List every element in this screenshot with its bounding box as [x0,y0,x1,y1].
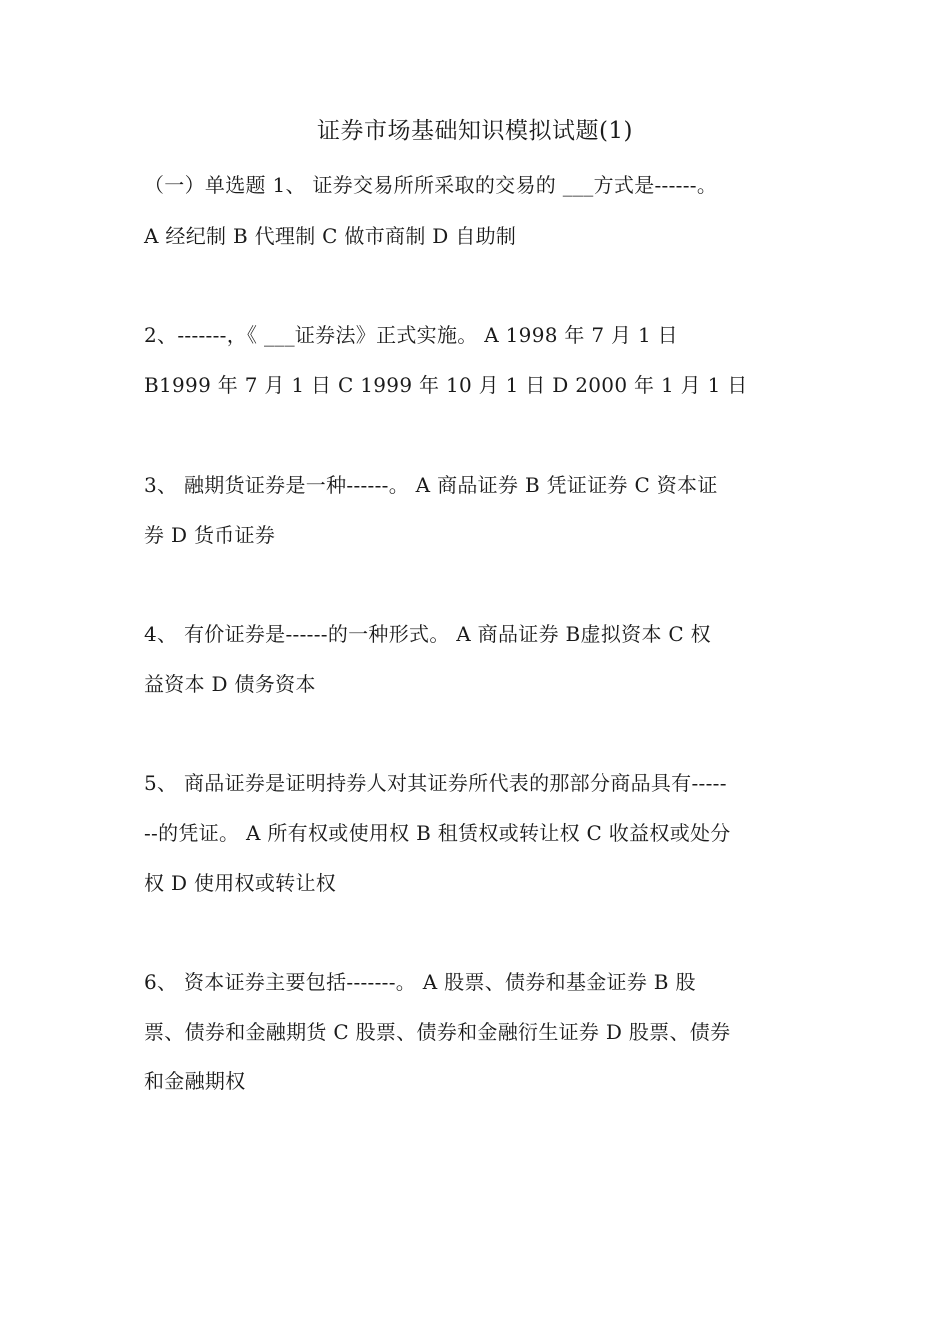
question-5-line-2: --的凭证。 A 所有权或使用权 B 租赁权或转让权 C 收益权或处分 [144,821,731,845]
question-5-line-1: 5、 商品证券是证明持券人对其证券所代表的那部分商品具有----- [144,771,727,795]
question-6-line-2: 票、债券和金融期货 C 股票、债券和金融衍生证券 D 股票、债券 [144,1020,731,1044]
question-1-line-2: A 经纪制 B 代理制 C 做市商制 D 自助制 [144,224,517,248]
question-4-line-2: 益资本 D 债务资本 [144,672,316,696]
question-5-line-3: 权 D 使用权或转让权 [144,871,337,895]
question-4-line-1: 4、 有价证券是------的一种形式。 A 商品证券 B虚拟资本 C 权 [144,622,711,646]
document-title: 证券市场基础知识模拟试题(1) [316,118,634,144]
question-3-line-1: 3、 融期货证券是一种------。 A 商品证券 B 凭证证券 C 资本证 [144,473,718,497]
question-1-line-1: （一）单选题 1、 证券交易所所采取的交易的 ___方式是------。 [144,173,718,197]
question-6-line-1: 6、 资本证券主要包括-------。 A 股票、债券和基金证券 B 股 [144,970,696,994]
question-6-line-3: 和金融期权 [144,1069,246,1093]
question-2-line-2: B1999 年 7 月 1 日 C 1999 年 10 月 1 日 D 2000 年 1 月 1 日 [144,373,748,397]
question-3-line-2: 券 D 货币证券 [144,523,276,547]
question-2-line-1: 2、-------，《 ___证券法》正式实施。 A 1998 年 7 月 1 日 [144,323,678,347]
